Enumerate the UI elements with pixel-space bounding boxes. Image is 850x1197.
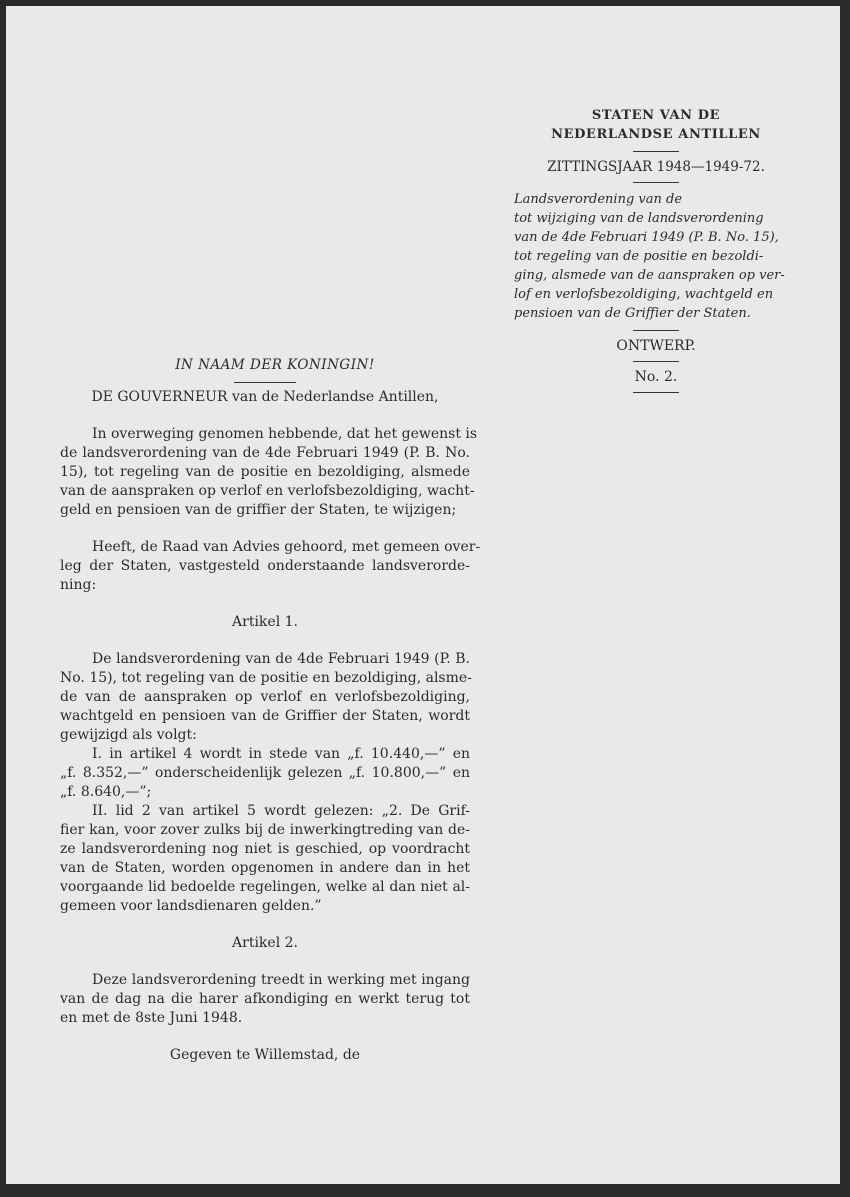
title-line: van de 4de Februari 1949 (P. B. No. 15), — [514, 230, 779, 245]
org-name-line2: NEDERLANDSE ANTILLEN — [551, 127, 761, 142]
paragraph-line: de landsverordening van de 4de Februari 1949 (P. B. No. — [60, 445, 470, 461]
paragraph-line: ning: — [60, 577, 97, 593]
title-line: lof en verlofsbezoldiging, wachtgeld en — [514, 287, 774, 302]
title-line: tot wijziging van de landsverordening — [514, 211, 764, 226]
divider — [234, 382, 296, 383]
paragraph-line: No. 15), tot regeling van de positie en bezoldiging, alsme- — [60, 670, 472, 686]
session-year: ZITTINGSJAAR 1948—1949-72. — [547, 159, 765, 175]
paragraph-line: de van de aanspraken op verlof en verlofsbezoldiging, — [60, 689, 470, 705]
divider — [633, 151, 679, 152]
ordinance-title — [506, 190, 806, 323]
paragraph-line: 15), tot regeling van de positie en bezoldiging, alsmede — [60, 464, 470, 480]
divider — [633, 330, 679, 331]
paragraph-line: Deze landsverordening treedt in werking met ingang — [92, 972, 470, 988]
paragraph-line: leg der Staten, vastgesteld onderstaande landsverorde- — [60, 558, 470, 574]
paragraph-line: In overweging genomen hebbende, dat het gewenst is — [92, 426, 478, 442]
paragraph-line: ze landsverordening nog niet is geschied, op voordracht — [60, 841, 470, 857]
ordinance-body — [60, 356, 481, 1065]
article-1-title: Artikel 1. — [232, 614, 298, 630]
document-page — [6, 6, 840, 1184]
paragraph-line: en met de 8ste Juni 1948. — [60, 1010, 243, 1026]
paragraph-line: De landsverordening van de 4de Februari 1949 (P. B. — [92, 651, 470, 667]
gouverneur-line: DE GOUVERNEUR van de Nederlandse Antillen, — [91, 389, 439, 405]
divider — [633, 182, 679, 183]
in-naam-heading: IN NAAM DER KONINGIN! — [175, 357, 375, 373]
paragraph-line: voorgaande lid bedoelde regelingen, welke al dan niet al- — [60, 879, 470, 895]
paragraph-line: van de Staten, worden opgenomen in andere dan in het — [60, 860, 470, 876]
paragraph-line: geld en pensioen van de griffier der Staten, te wijzigen; — [60, 502, 457, 518]
paragraph-line: van de dag na die harer afkondiging en werkt terug tot — [60, 991, 470, 1007]
divider — [633, 361, 679, 362]
divider — [633, 392, 679, 393]
title-line: Landsverordening van de — [514, 192, 683, 207]
paragraph-line: II. lid 2 van artikel 5 wordt gelezen: „2. De Grif- — [92, 803, 470, 819]
org-name-line1: STATEN VAN DE — [591, 108, 721, 123]
header-block — [506, 106, 806, 400]
paragraph-line: Heeft, de Raad van Advies gehoord, met gemeen over- — [92, 539, 481, 555]
paragraph-line: fier kan, voor zover zulks bij de inwerkingtreding van de- — [60, 822, 470, 838]
paragraph-line: I. in artikel 4 wordt in stede van „f. 10.440,—” en — [92, 746, 470, 762]
paragraph-line: „f. 8.640,—”; — [60, 784, 152, 800]
paragraph-line: gemeen voor landsdienaren gelden.” — [60, 898, 322, 914]
paragraph-line: wachtgeld en pensioen van de Griffier der Staten, wordt — [60, 708, 470, 724]
title-line: pensioen van de Griffier der Staten. — [514, 306, 751, 321]
document-number: No. 2. — [634, 369, 678, 385]
draft-status: ONTWERP. — [616, 338, 696, 354]
title-line: ging, alsmede van de aanspraken op ver- — [514, 268, 785, 283]
title-line: tot regeling van de positie en bezoldi- — [514, 249, 764, 264]
paragraph-line: „f. 8.352,—” onderscheidenlijk gelezen „f. 10.800,—” en — [60, 765, 470, 781]
paragraph-line: van de aanspraken op verlof en verlofsbezoldiging, wacht- — [60, 483, 475, 499]
article-2-title: Artikel 2. — [232, 935, 298, 951]
paragraph-line: gewijzigd als volgt: — [60, 727, 197, 743]
gegeven-line: Gegeven te Willemstad, de — [169, 1047, 361, 1063]
